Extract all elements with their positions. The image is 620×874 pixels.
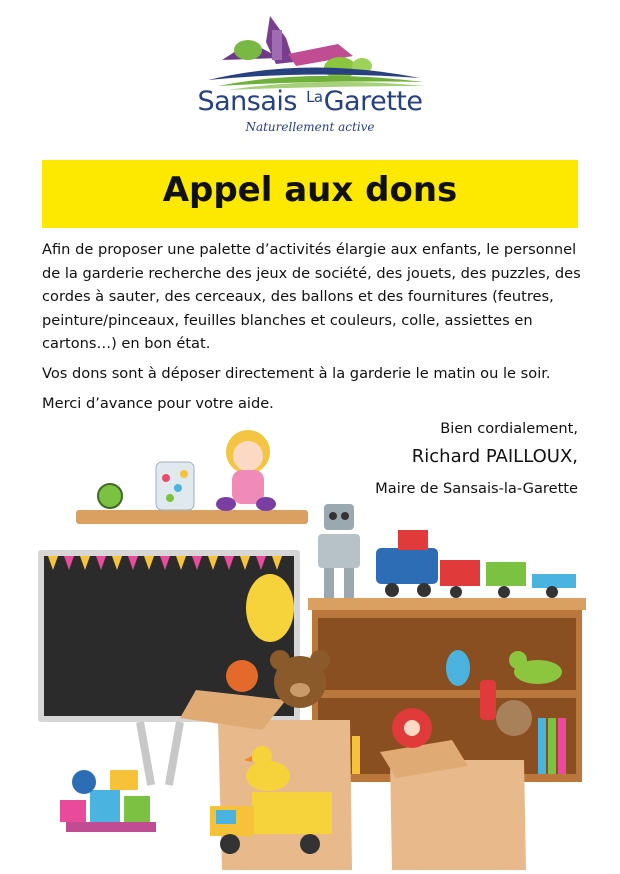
logo-name-part3: Garette [323, 86, 423, 117]
yoyo-icon [98, 484, 122, 508]
town-logo [188, 8, 434, 138]
body-paragraph-1: Afin de proposer une palette d’activités élargie aux enfants, le personnel de la garderie recherche des jeux de société, des jouets, des puzzles, des cordes à sauter, des cerceaux, des ballons et des fournitures (feutres, peinture/pinceaux, feuilles blanches et couleurs, colle, assiettes en cartons…) en bon état. [42, 241, 581, 353]
building-blocks-icon [60, 770, 156, 832]
logo-wordmark [190, 86, 430, 117]
balloon-icon [246, 574, 294, 642]
logo-tower-shape [272, 30, 282, 60]
toy-seal-icon [446, 650, 470, 686]
logo-name-part2: La [306, 88, 323, 106]
signature-role: Maire de Sansais-la-Garette [375, 480, 578, 497]
logo-name-part1: Sansais [197, 86, 297, 117]
toy-train-icon [376, 530, 576, 598]
body-paragraph-2: Vos dons sont à déposer directement à la garderie le matin ou le soir. [42, 364, 551, 382]
logo-tree-left [234, 40, 262, 60]
body-paragraph-3: Merci d’avance pour votre aide. [42, 394, 274, 412]
toys-illustration [0, 420, 620, 874]
body-text [42, 238, 582, 421]
fox-toy-icon [226, 660, 258, 692]
signature-greeting: Bien cordialement, [440, 420, 578, 437]
wall-shelf [76, 510, 308, 524]
monkey-toy-icon [496, 700, 532, 736]
page-title: Appel aux dons [162, 170, 458, 210]
logo-tagline: Naturellement active [245, 120, 375, 134]
toy-soldier-icon [480, 680, 496, 720]
doll-icon [216, 430, 276, 511]
robot-icon [318, 504, 360, 598]
signature-name: Richard PAILLOUX, [411, 446, 578, 467]
